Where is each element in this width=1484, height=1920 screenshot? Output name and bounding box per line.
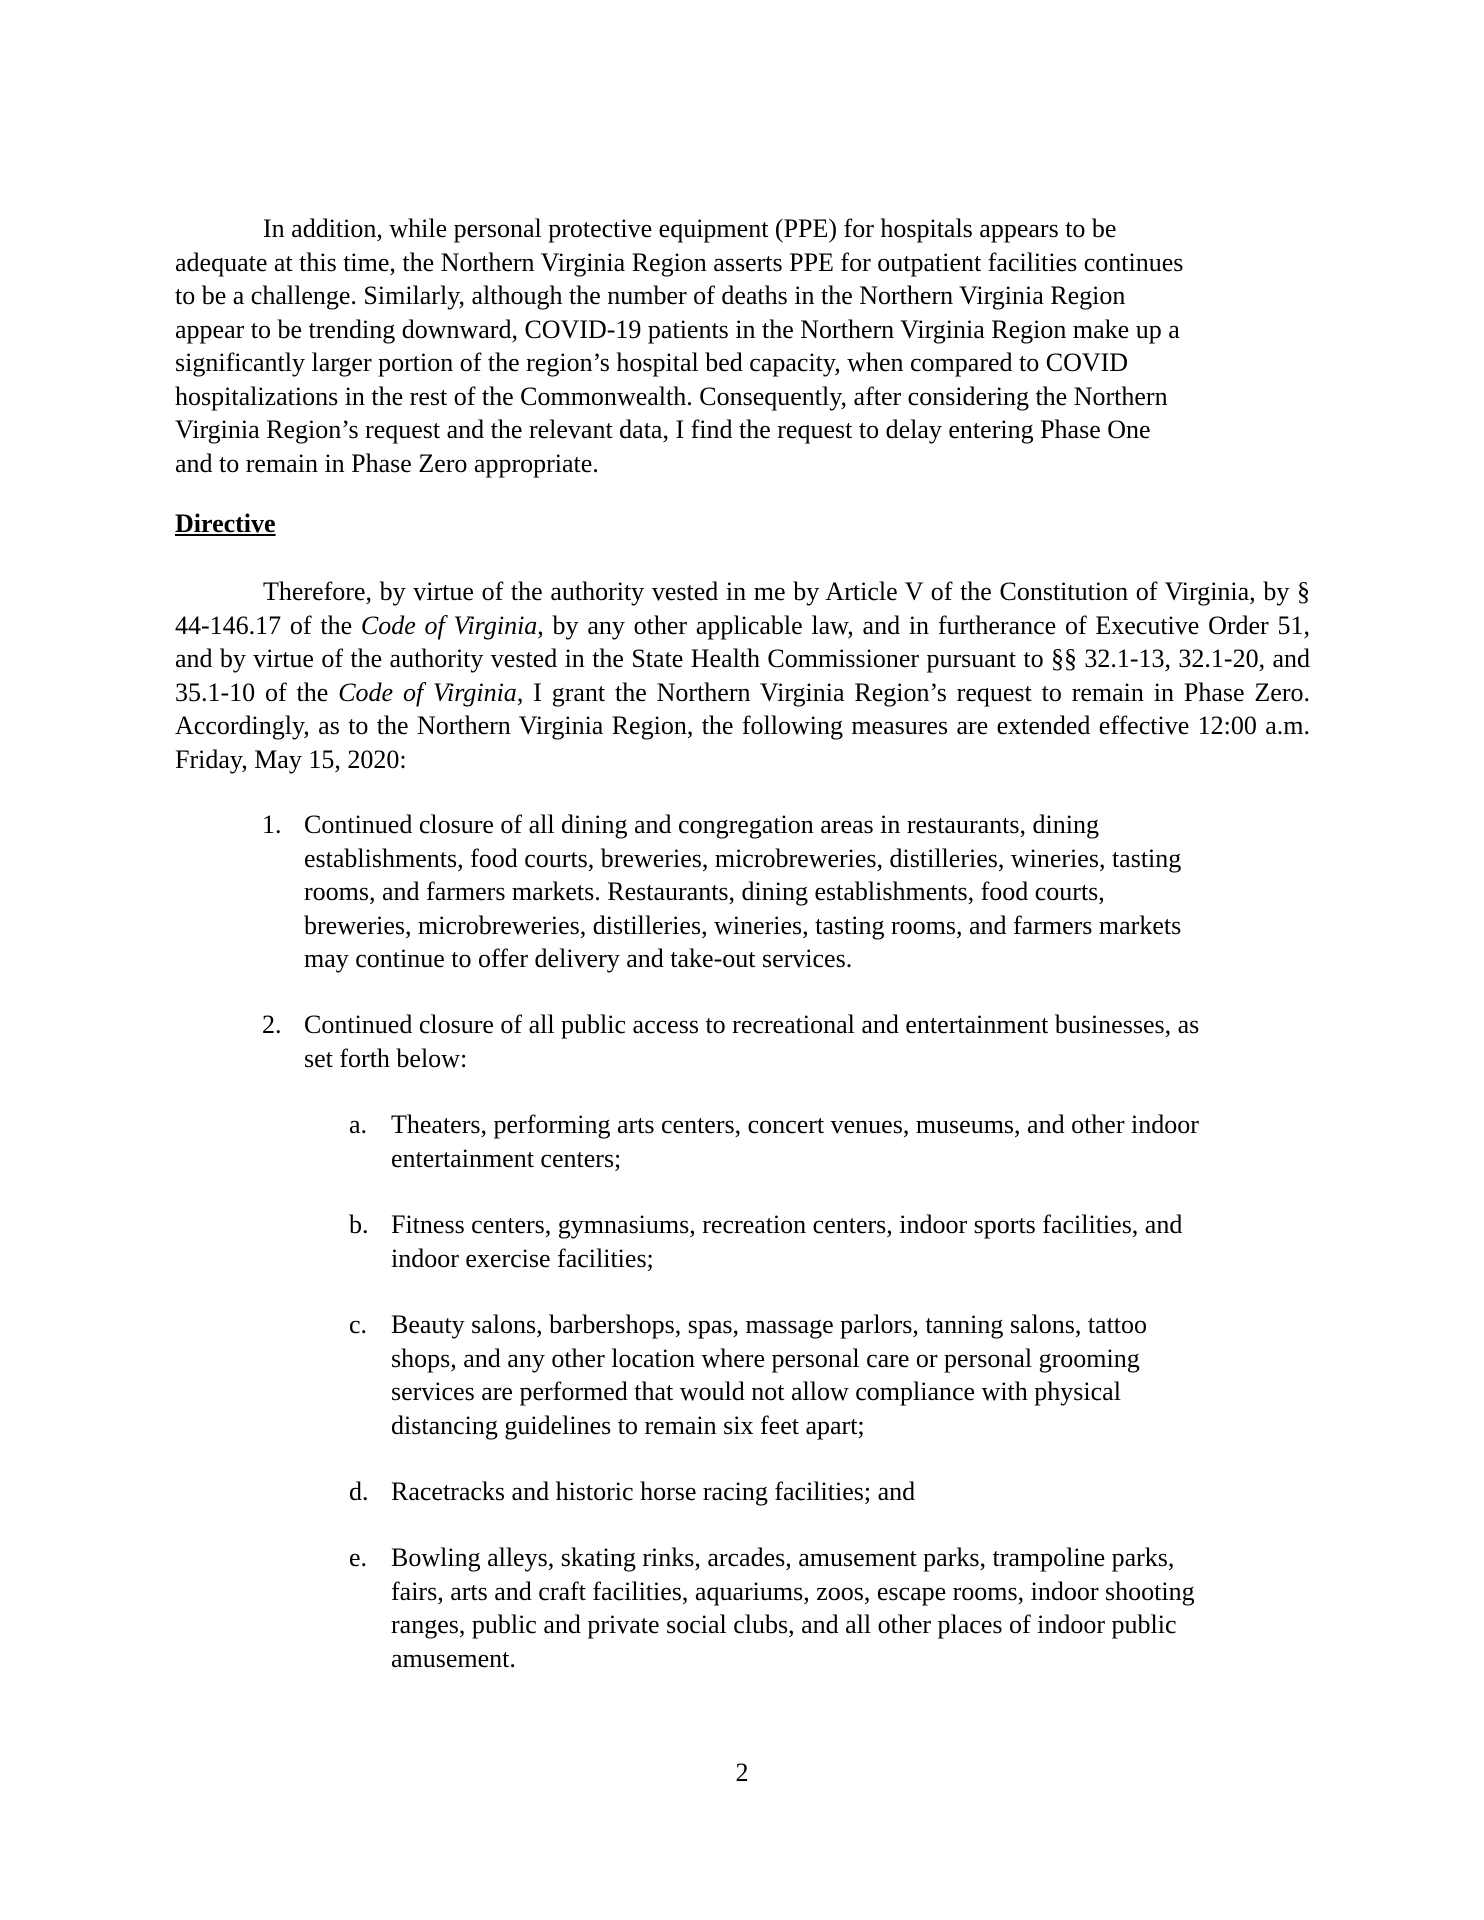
sub-item-text xyxy=(391,1308,1309,1442)
list-marker: 1. xyxy=(262,810,282,839)
sub-line: entertainment centers; xyxy=(391,1143,622,1173)
intro-line: Virginia Region’s request and the relevant data, I find the request to delay entering Phase One xyxy=(175,415,1151,444)
sub-item-d xyxy=(349,1475,1309,1509)
sub-marker: d. xyxy=(349,1477,369,1506)
list-line: rooms, and farmers markets. Restaurants, dining establishments, food courts, xyxy=(304,877,1105,906)
sub-marker: b. xyxy=(349,1210,369,1239)
sub-item-b xyxy=(349,1208,1309,1275)
list-line: set forth below: xyxy=(304,1043,468,1073)
code-citation-2: Code of Virginia xyxy=(338,677,517,707)
list-item-text xyxy=(304,1008,1307,1075)
code-citation-1: Code of Virginia xyxy=(360,610,538,640)
intro-line: adequate at this time, the Northern Virginia Region asserts PPE for outpatient facilities continues xyxy=(175,247,1184,277)
list-marker: 2. xyxy=(262,1010,282,1039)
intro-line: In addition, while personal protective equipment (PPE) for hospitals appears to be xyxy=(263,214,1117,243)
section-heading-directive: Directive xyxy=(175,509,276,538)
sub-line: fairs, arts and craft facilities, aquariums, zoos, escape rooms, indoor shooting xyxy=(391,1576,1195,1606)
sub-marker: c. xyxy=(349,1310,368,1339)
sub-marker: a. xyxy=(349,1110,368,1139)
sub-line: services are performed that would not allow compliance with physical xyxy=(391,1377,1121,1406)
directive-paragraph xyxy=(175,575,1310,776)
list-item-1 xyxy=(262,808,1307,976)
intro-line: significantly larger portion of the region’s hospital bed capacity, when compared to COVID xyxy=(175,348,1129,377)
intro-line: hospitalizations in the rest of the Commonwealth. Consequently, after considering the Northern xyxy=(175,381,1168,411)
list-item-text xyxy=(304,808,1307,976)
list-line: breweries, microbreweries, distilleries, wineries, tasting rooms, and farmers markets xyxy=(304,910,1182,940)
sub-item-text xyxy=(391,1208,1309,1275)
list-item-2 xyxy=(262,1008,1307,1075)
intro-line: appear to be trending downward, COVID-19 patients in the Northern Virginia Region make up a xyxy=(175,314,1180,344)
sub-item-c xyxy=(349,1308,1309,1442)
directive-text-2: , by any other applicable law, and in furtherance of Executive Order 51, and by virtue of the authority vested in the State Health Commissioner pursuant to §§ 32.1-13, 32.1-20, and 35.1-10 of the xyxy=(175,610,1310,707)
sub-item-text xyxy=(391,1475,1309,1509)
list-line: establishments, food courts, breweries, microbreweries, distilleries, wineries, tasting xyxy=(304,843,1182,873)
sub-line: indoor exercise facilities; xyxy=(391,1243,654,1273)
sub-line: ranges, public and private social clubs, and all other places of indoor public xyxy=(391,1610,1177,1639)
page-number: 2 xyxy=(735,1758,749,1787)
sub-item-e xyxy=(349,1541,1309,1675)
sub-line: Fitness centers, gymnasiums, recreation centers, indoor sports facilities, and xyxy=(391,1210,1183,1239)
sub-line: distancing guidelines to remain six feet apart; xyxy=(391,1410,865,1440)
sub-item-text xyxy=(391,1108,1309,1175)
sub-item-a xyxy=(349,1108,1309,1175)
sub-line: Racetracks and historic horse racing facilities; and xyxy=(391,1477,916,1506)
intro-paragraph xyxy=(175,212,1310,480)
list-line: Continued closure of all public access to recreational and entertainment businesses, as xyxy=(304,1010,1200,1039)
sub-item-text xyxy=(391,1541,1309,1675)
sub-line: Bowling alleys, skating rinks, arcades, amusement parks, trampoline parks, xyxy=(391,1543,1175,1572)
sub-line: Theaters, performing arts centers, concert venues, museums, and other indoor xyxy=(391,1110,1199,1139)
list-line: Continued closure of all dining and congregation areas in restaurants, dining xyxy=(304,810,1099,839)
sub-line: amusement. xyxy=(391,1643,516,1673)
list-line: may continue to offer delivery and take-out services. xyxy=(304,944,853,973)
directive-text-3: , I grant the Northern Virginia Region’s request to remain in Phase Zero. Accordingly, as to the Northern Virginia Region, the following measures are extended effective 12:00 a.m. Friday, May 15, 2020: xyxy=(175,677,1310,774)
intro-line: to be a challenge. Similarly, although the number of deaths in the Northern Virginia Region xyxy=(175,281,1126,310)
directive-text-1: Therefore, by virtue of the authority vested in me by Article V of the Constitution of Virginia, by § 44-146.17 of the xyxy=(175,577,1310,640)
intro-line: and to remain in Phase Zero appropriate. xyxy=(175,448,599,478)
sub-line: Beauty salons, barbershops, spas, massage parlors, tanning salons, tattoo xyxy=(391,1310,1148,1339)
sub-line: shops, and any other location where personal care or personal grooming xyxy=(391,1343,1140,1373)
sub-marker: e. xyxy=(349,1543,368,1572)
